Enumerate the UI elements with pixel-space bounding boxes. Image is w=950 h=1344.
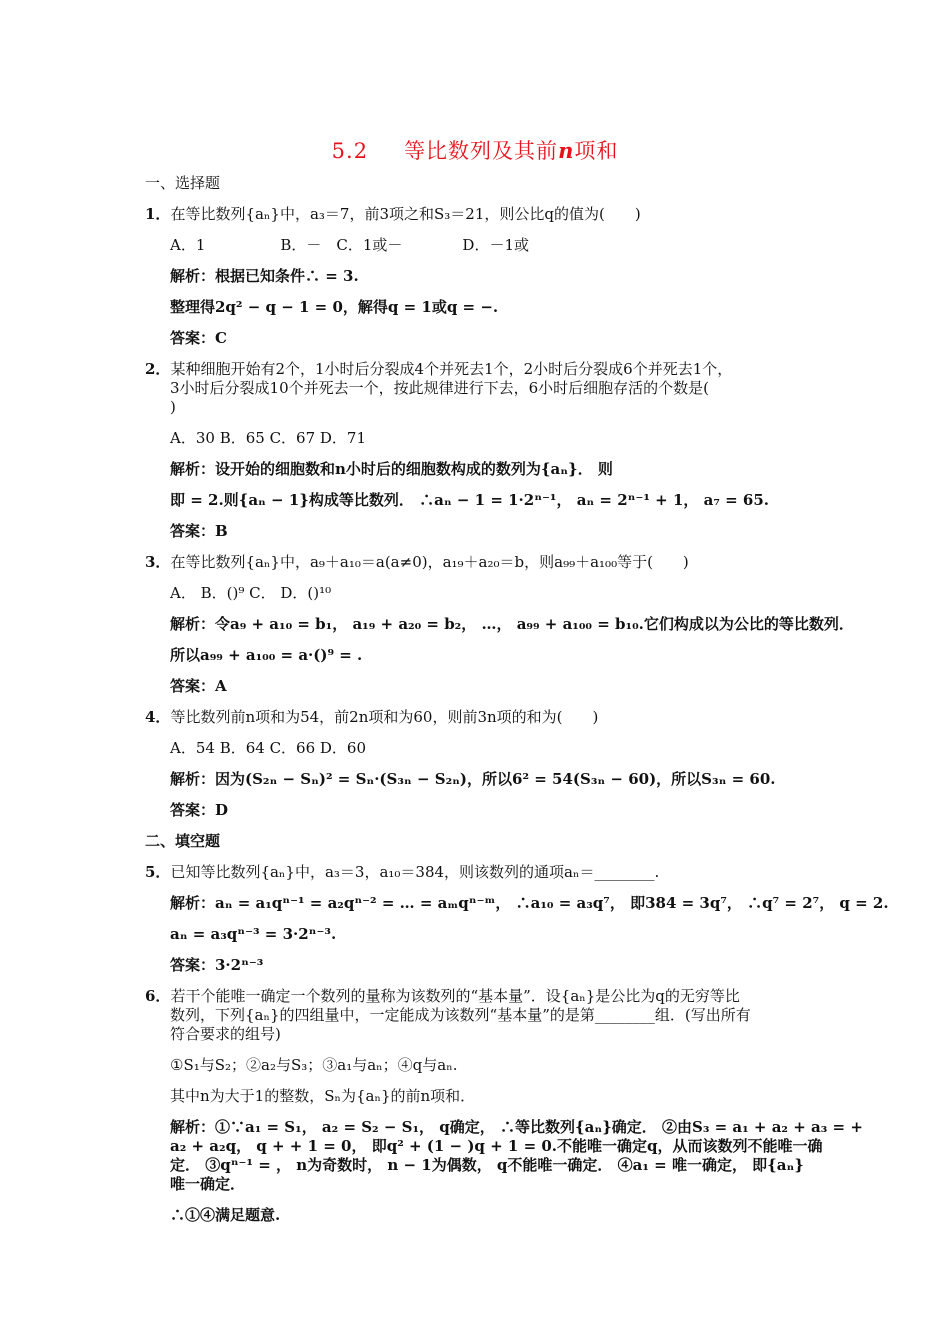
question-text: 某种细胞开始有2个，1小时后分裂成4个并死去1个，2小时后分裂成6个并死去1个， (170, 360, 733, 378)
question-3-answer: 答案：A (170, 677, 227, 695)
question-4-options: A．54 B．64 C．66 D．60 (170, 739, 367, 757)
question-3-stem (145, 553, 689, 571)
question-1-options: A．1 B．－ C．1或－ D．－1或 (170, 236, 529, 254)
question-6-analysis-line3: 定． ③qⁿ⁻¹ = ， n为奇数时， n − 1为偶数， q不能唯一确定． ④a₁ = 唯一确定， 即{aₙ} (170, 1156, 804, 1174)
page-title (0, 135, 950, 165)
question-6-conclusion: ∴①④满足题意. (170, 1206, 281, 1224)
question-4-analysis: 解析：因为(S₂ₙ − Sₙ)² = Sₙ·(S₃ₙ − S₂ₙ)，所以6² = 54(S₃ₙ − 60)，所以S₃ₙ = 60. (170, 770, 776, 788)
question-2-options: A．30 B．65 C．67 D．71 (170, 429, 367, 447)
question-number: 4． (145, 708, 171, 726)
question-5-analysis-cont: aₙ = a₃qⁿ⁻³ = 3·2ⁿ⁻³. (170, 925, 337, 943)
question-3-options: A． B．()⁹ C． D．()¹⁰ (170, 584, 332, 602)
question-2-stem-line2: 3小时后分裂成10个并死去一个，按此规律进行下去，6小时后细胞存活的个数是( (170, 379, 710, 397)
question-6-analysis-line2: a₂ + a₂q， q + + 1 = 0， 即q² + (1 − )q + 1 = 0.不能唯一确定q，从而该数列不能唯一确 (170, 1137, 823, 1155)
question-text: 已知等比数列{aₙ}中，a₃＝3，a₁₀＝384，则该数列的通项aₙ＝________. (170, 863, 660, 881)
question-text: 若干个能唯一确定一个数列的量称为该数列的“基本量”．设{aₙ}是公比为q的无穷等比 (170, 987, 740, 1005)
question-5-analysis: 解析：aₙ = a₁qⁿ⁻¹ = a₂qⁿ⁻² = … = aₘqⁿ⁻ᵐ， ∴a₁₀ = a₃q⁷， 即384 = 3q⁷， ∴q⁷ = 2⁷， q = 2. (170, 894, 889, 912)
question-1-analysis-cont: 整理得2q² − q − 1 = 0，解得q = 1或q = −. (170, 298, 499, 316)
question-6-options: ①S₁与S₂；②a₂与S₃；③a₁与aₙ；④q与aₙ. (170, 1056, 458, 1074)
question-4-stem (145, 708, 598, 726)
question-number: 1． (145, 205, 171, 223)
question-1-stem (145, 205, 641, 223)
question-2-analysis-cont: 即 = 2.则{aₙ − 1}构成等比数列． ∴aₙ − 1 = 1·2ⁿ⁻¹， aₙ = 2ⁿ⁻¹ + 1， a₇ = 65. (170, 491, 769, 509)
question-number: 5． (145, 863, 171, 881)
title-text-after: 项和 (574, 139, 619, 163)
question-5-stem (145, 863, 659, 881)
question-text: 等比数列前n项和为54，前2n项和为60，则前3n项的和为( ) (170, 708, 599, 726)
question-6-stem (145, 987, 740, 1005)
question-6-note: 其中n为大于1的整数，Sₙ为{aₙ}的前n项和． (170, 1087, 476, 1105)
question-6-analysis: 解析：①∵a₁ = S₁， a₂ = S₂ − S₁， q确定， ∴等比数列{aₙ}确定． ②由S₃ = a₁ + a₂ + a₃ = + (170, 1118, 863, 1136)
question-text: 在等比数列{aₙ}中，a₉＋a₁₀＝a(a≠0)，a₁₉＋a₂₀＝b，则a₉₉＋a₁₀₀等于( ) (170, 553, 689, 571)
title-variable: n (558, 138, 575, 163)
question-6-analysis-line4: 唯一确定． (170, 1175, 246, 1193)
question-1-analysis: 解析：根据已知条件∴ = 3. (170, 267, 359, 285)
question-5-answer: 答案：3·2ⁿ⁻³ (170, 956, 264, 974)
question-4-answer: 答案：D (170, 801, 229, 819)
question-number: 2． (145, 360, 171, 378)
question-6-stem-line3: 符合要求的组号) (170, 1025, 281, 1043)
question-2-answer: 答案：B (170, 522, 228, 540)
question-text: 在等比数列{aₙ}中，a₃＝7，前3项之和S₃＝21，则公比q的值为( ) (170, 205, 641, 223)
question-2-analysis: 解析：设开始的细胞数和n小时后的细胞数构成的数列为{aₙ}． 则 (170, 460, 613, 478)
question-2-stem (145, 360, 732, 378)
section-heading-choice: 一、选择题 (145, 174, 221, 192)
section-heading-fill: 二、填空题 (145, 832, 221, 850)
question-3-analysis-cont: 所以a₉₉ + a₁₀₀ = a·()⁹ = . (170, 646, 363, 664)
question-number: 3． (145, 553, 171, 571)
title-text-before: 等比数列及其前 (404, 139, 559, 163)
question-number: 6． (145, 987, 171, 1005)
question-3-analysis: 解析：令a₉ + a₁₀ = b₁， a₁₉ + a₂₀ = b₂， …， a₉₉ + a₁₀₀ = b₁₀.它们构成以为公比的等比数列． (170, 615, 854, 633)
question-6-stem-line2: 数列，下列{aₙ}的四组量中，一定能成为该数列“基本量”的是第________组．(写出所有 (170, 1006, 751, 1024)
question-1-answer: 答案：C (170, 329, 227, 347)
title-number: 5.2 (331, 139, 369, 163)
question-2-stem-line3: ) (170, 398, 176, 416)
